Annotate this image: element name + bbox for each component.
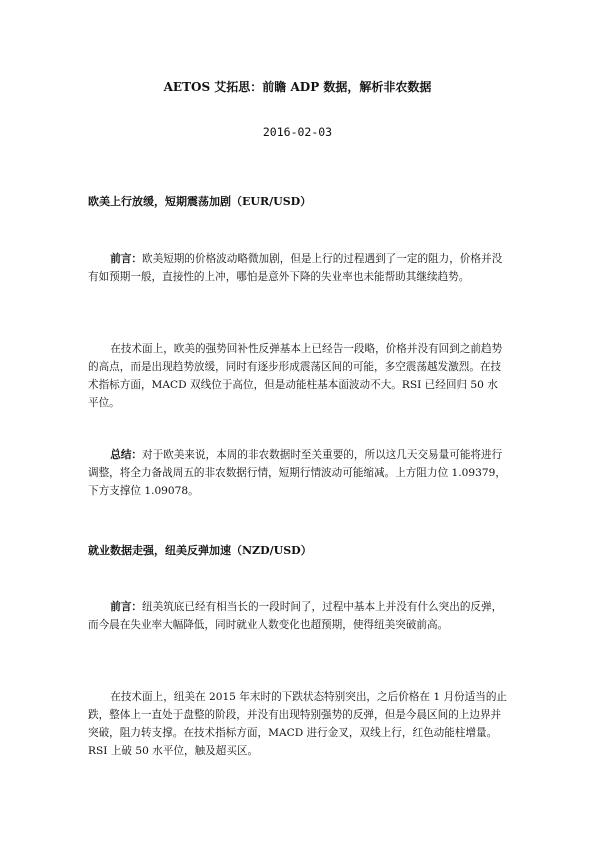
paragraph-lead: 总结： <box>110 449 143 461</box>
paragraph-text: 在技术面上，纽美在 2015 年末时的下跌状态特别突出，之后价格在 1 月份适当的止跌，整体上一直处于盘整的阶段，并没有出现特别强势的反弹，但是今晨区间的上边界并突破，阻力转支撑。在技术指标方面，MACD 进行金叉，双线上行，红色动能柱增量。RSI 上破 50 水平位，触及超买区。 <box>88 691 508 757</box>
section-heading-eurusd: 欧美上行放缓，短期震荡加剧（EUR/USD） <box>88 195 312 208</box>
paragraph-nzdusd-technical <box>88 688 508 760</box>
section-heading-nzdusd: 就业数据走强，纽美反弹加速（NZD/USD） <box>88 544 312 557</box>
document-date: 2016-02-03 <box>262 125 333 139</box>
paragraph-text: 在技术面上，欧美的强势回补性反弹基本上已经告一段略，价格并没有回到之前趋势的高点，而是出现趋势放缓，同时有逐步形成震荡区间的可能，多空震荡越发激烈。在技术指标方面，MACD 双线位于高位，但是动能柱基本面波动不大。RSI 已经回归 50 水平位。 <box>88 343 503 409</box>
paragraph-lead: 前言： <box>110 253 143 265</box>
paragraph-eurusd-summary <box>88 446 508 500</box>
paragraph-eurusd-technical <box>88 340 508 412</box>
paragraph-text: 对于欧美来说，本周的非农数据时至关重要的，所以这几天交易量可能将进行调整，将全力备战周五的非农数据行情，短期行情波动可能缩减。上方阻力位 1.09379，下方支撑位 1.09078。 <box>88 449 506 497</box>
paragraph-eurusd-intro <box>88 250 508 286</box>
paragraph-lead: 前言： <box>110 601 143 613</box>
paragraph-text: 欧美短期的价格波动略微加剧，但是上行的过程遇到了一定的阻力，价格并没有如预期一般，直接性的上冲，哪怕是意外下降的失业率也未能帮助其继续趋势。 <box>88 253 503 283</box>
paragraph-text: 纽美筑底已经有相当长的一段时间了，过程中基本上并没有什么突出的反弹，而今晨在失业率大幅降低，同时就业人数变化也超预期，使得纽美突破前高。 <box>88 601 503 631</box>
paragraph-nzdusd-intro <box>88 598 508 634</box>
document-title: AETOS 艾拓思：前瞻 ADP 数据，解析非农数据 <box>163 80 432 94</box>
